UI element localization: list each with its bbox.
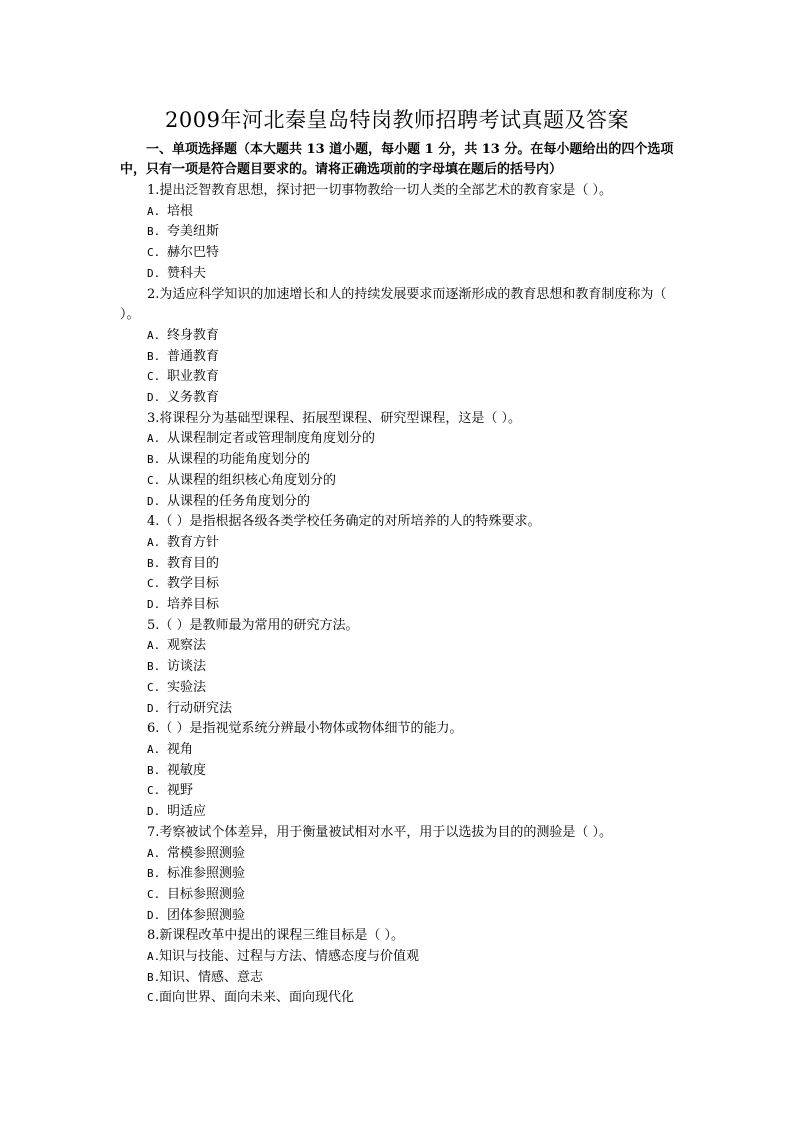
- option-1a: A. 培根: [147, 203, 194, 219]
- option-7b: B. 标准参照测验: [147, 866, 246, 882]
- section-heading: 一、单项选择题（本大题共 13 道小题，每小题 1 分，共 13 分。在每小题给出的四个选项中，只有一项是符合题目要求的。请将正确选项前的字母填在题后的括号内）: [120, 142, 674, 177]
- option-2c: C. 职业教育: [147, 369, 220, 385]
- option-1d: D. 赞科夫: [147, 265, 207, 281]
- option-4d: D. 培养目标: [147, 597, 220, 613]
- option-2d: D. 义务教育: [147, 390, 220, 406]
- option-1c: C. 赫尔巴特: [147, 245, 220, 261]
- question-5: 5.（ ）是教师最为常用的研究方法。: [147, 617, 359, 633]
- option-7a: A. 常模参照测验: [147, 845, 246, 861]
- option-6d: D. 明适应: [147, 804, 207, 820]
- option-6b: B. 视敏度: [147, 762, 207, 778]
- question-1: 1.提出泛智教育思想，探讨把一切事物教给一切人类的全部艺术的教育家是（ ）。: [147, 183, 613, 198]
- question-7: 7.考察被试个体差异，用于衡量被试相对水平，用于以选拔为目的的测验是（ ）。: [147, 824, 613, 840]
- question-list: [120, 181, 680, 1009]
- option-2b: B. 普通教育: [147, 348, 220, 364]
- option-2a: A. 终身教育: [147, 327, 220, 343]
- option-3d: D. 从课程的任务角度划分的: [147, 493, 311, 509]
- option-8b: B.知识、情感、意志: [147, 969, 264, 985]
- question-4: 4.（ ）是指根据各级各类学校任务确定的对所培养的人的特殊要求。: [147, 514, 541, 530]
- option-7c: C. 目标参照测验: [147, 886, 246, 902]
- question-6: 6.（ ）是指视觉系统分辨最小物体或物体细节的能力。: [147, 721, 463, 737]
- option-5b: B. 访谈法: [147, 659, 207, 675]
- option-4b: B. 教育目的: [147, 555, 220, 571]
- option-8a: A.知识与技能、过程与方法、情感态度与价值观: [147, 949, 420, 965]
- option-5d: D. 行动研究法: [147, 700, 233, 716]
- page-title: 2009年河北秦皇岛特岗教师招聘考试真题及答案: [165, 108, 629, 132]
- option-6c: C. 视野: [147, 783, 194, 799]
- option-4c: C. 教学目标: [147, 576, 220, 592]
- option-6a: A. 视角: [147, 741, 194, 757]
- option-1b: B. 夸美纽斯: [147, 224, 220, 240]
- option-3a: A. 从课程制定者或管理制度角度划分的: [147, 431, 376, 447]
- question-2: 2.为适应科学知识的加速增长和人的持续发展要求而逐渐形成的教育思想和教育制度称为（ ）。: [120, 286, 667, 323]
- option-5a: A. 观察法: [147, 638, 207, 654]
- option-7d: D. 团体参照测验: [147, 907, 246, 923]
- option-8c: C.面向世界、面向未来、面向现代化: [147, 990, 355, 1006]
- option-3b: B. 从课程的功能角度划分的: [147, 452, 311, 468]
- question-8: 8.新课程改革中提出的课程三维目标是（ ）。: [147, 928, 405, 944]
- option-4a: A. 教育方针: [147, 534, 220, 550]
- option-3c: C. 从课程的组织核心角度划分的: [147, 472, 337, 488]
- question-3: 3.将课程分为基础型课程、拓展型课程、研究型课程，这是（ ）。: [147, 410, 522, 426]
- option-5c: C. 实验法: [147, 679, 207, 695]
